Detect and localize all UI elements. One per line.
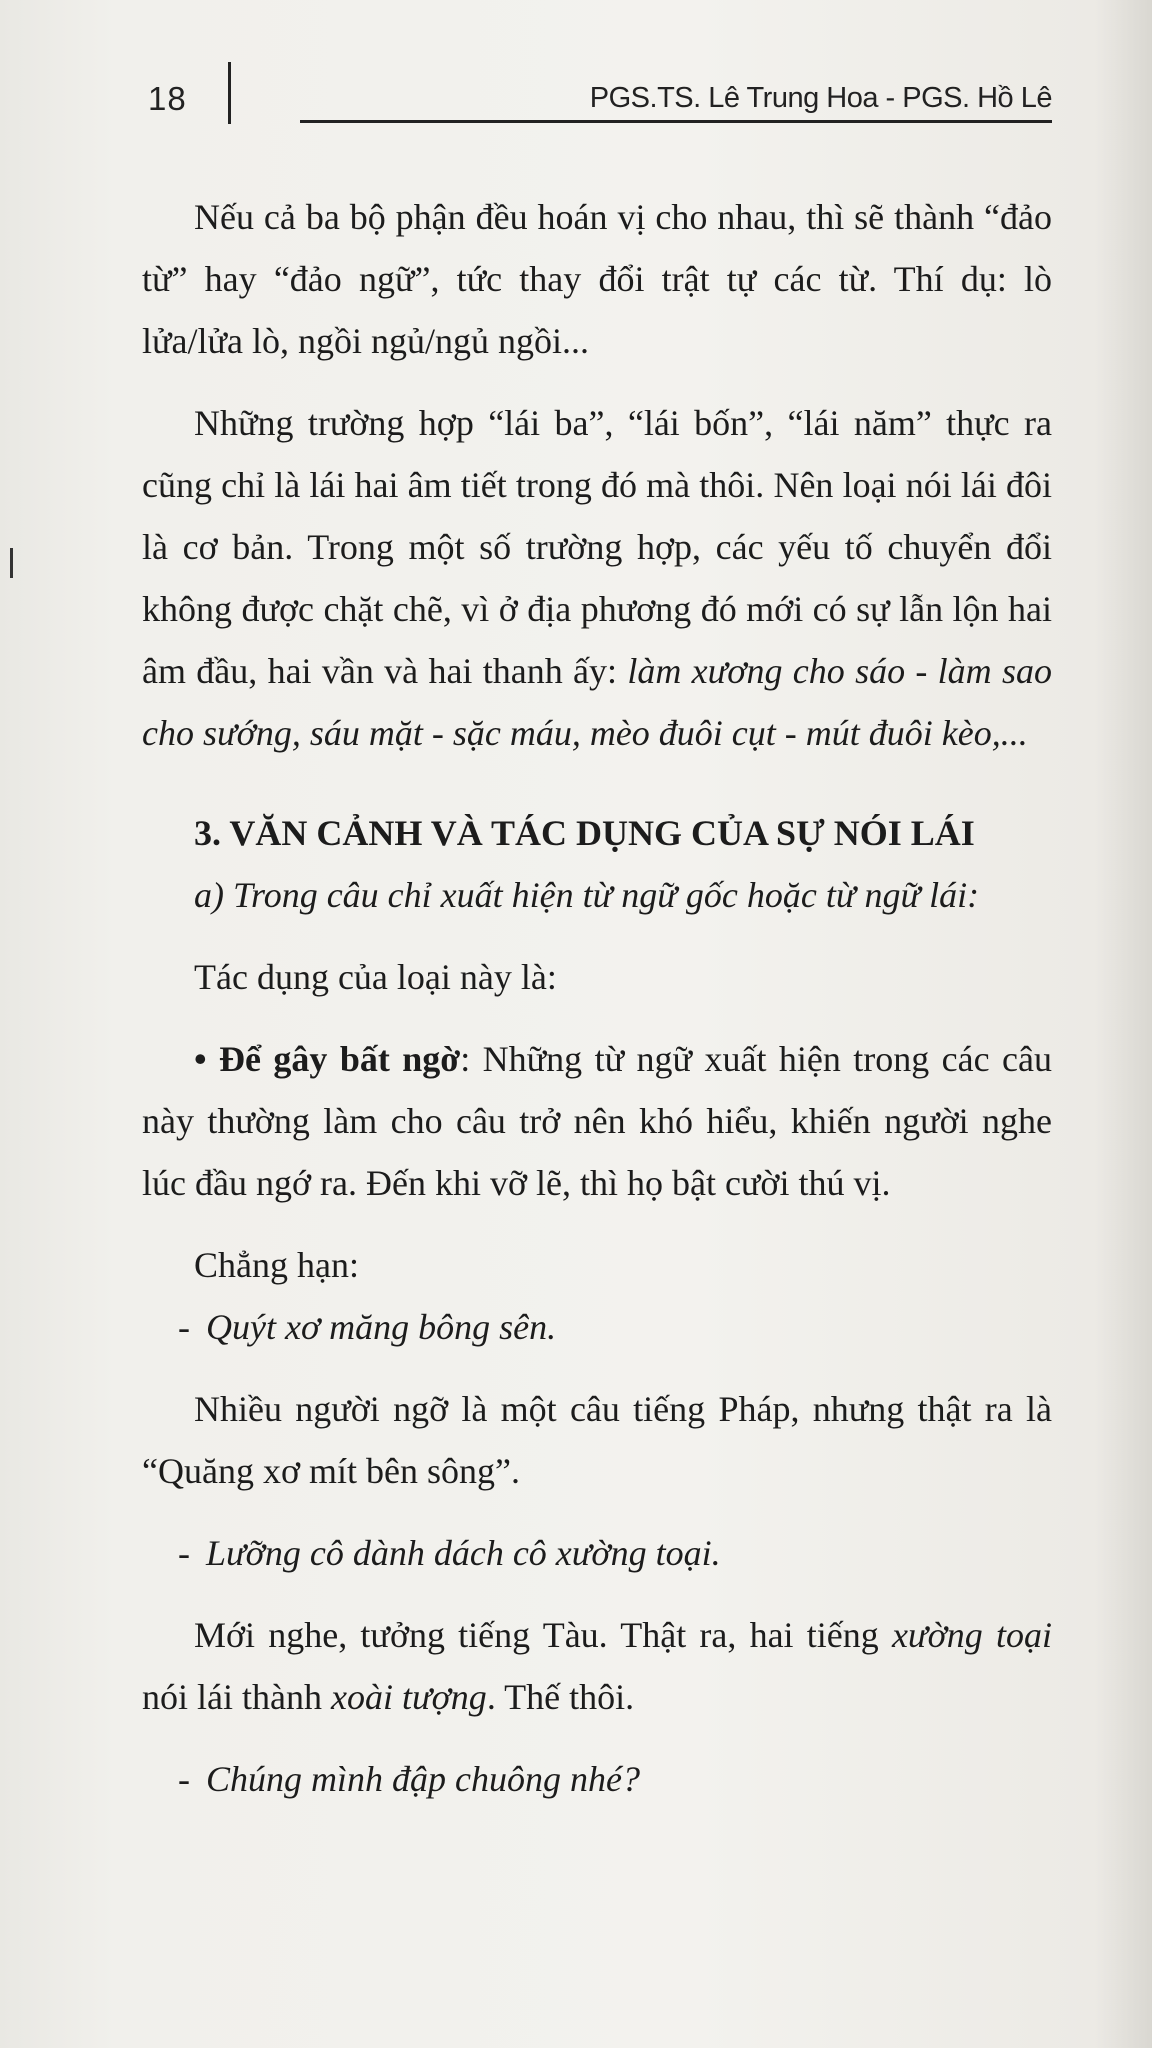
page-content [142, 186, 1052, 1810]
paragraph-2-examples: làm xương cho sáo - làm sao cho sướng, sáu mặt - sặc máu, mèo đuôi cụt - mút đuôi kèo,... [142, 651, 1053, 753]
paragraph-6-term-2: xoài tượng [330, 1677, 487, 1717]
paragraph-2 [142, 392, 1052, 764]
paragraph-4: Chẳng hạn: [194, 1245, 359, 1285]
subheading-text: a) Trong câu chỉ xuất hiện từ ngữ gốc hoặc từ ngữ lái: [194, 875, 980, 915]
paragraph-6-text-c: . Thế thôi. [486, 1677, 635, 1717]
page-header [0, 0, 1152, 140]
example-dash: - [178, 1759, 190, 1799]
paragraph-5: Nhiều người ngỡ là một câu tiếng Pháp, nhưng thật ra là “Quăng xơ mít bên sông”. [142, 1389, 1052, 1491]
bullet-paragraph [142, 1028, 1052, 1214]
example-1 [142, 1296, 1052, 1358]
bullet-text: : Những từ ngữ xuất hiện trong các câu này thường làm cho câu trở nên khó hiểu, khiến người nghe lúc đầu ngớ ra. Đến khi vỡ lẽ, thì họ bật cười thú vị. [142, 1039, 1052, 1203]
paragraph-1: Nếu cả ba bộ phận đều hoán vị cho nhau, thì sẽ thành “đảo từ” hay “đảo ngữ”, tức thay đổi trật tự các từ. Thí dụ: lò lửa/lửa lò, ngồi ngủ/ngủ ngồi... [142, 197, 1052, 361]
example-dash: - [178, 1307, 190, 1347]
bullet-label: • Để gây bất ngờ [194, 1039, 461, 1079]
subheading [142, 864, 1052, 926]
margin-mark [10, 548, 13, 578]
example-2 [142, 1522, 1052, 1584]
example-dash: - [178, 1533, 190, 1573]
section-heading: 3. VĂN CẢNH VÀ TÁC DỤNG CỦA SỰ NÓI LÁI [194, 813, 975, 853]
paragraph-2-text: Những trường hợp “lái ba”, “lái bốn”, “lái năm” thực ra cũng chỉ là lái hai âm tiết trong đó mà thôi. Nên loại nói lái đôi là cơ bản. Trong một số trường hợp, các yếu tố chuyển đổi không được chặt chẽ, vì ở địa phương đó mới có sự lẫn lộn hai âm đầu, hai vần và hai thanh ấy: [142, 403, 1052, 691]
paragraph-6-term-1: xường toại [891, 1615, 1052, 1655]
running-head: PGS.TS. Lê Trung Hoa - PGS. Hồ Lê [589, 82, 1052, 114]
paragraph-6-text-b: nói lái thành [142, 1677, 331, 1717]
example-1-text: Quýt xơ măng bông sên. [206, 1307, 557, 1347]
paragraph-6 [142, 1604, 1052, 1728]
example-3 [142, 1748, 1052, 1810]
paragraph-3: Tác dụng của loại này là: [194, 957, 557, 997]
paragraph-6-text-a: Mới nghe, tưởng tiếng Tàu. Thật ra, hai tiếng [194, 1615, 892, 1655]
header-divider-vertical [228, 62, 231, 124]
example-3-text: Chúng mình đập chuông nhé? [206, 1759, 640, 1799]
header-rule [300, 120, 1052, 123]
page-number: 18 [148, 80, 187, 117]
example-2-text: Lưỡng cô dành dách cô xường toại. [206, 1533, 721, 1573]
